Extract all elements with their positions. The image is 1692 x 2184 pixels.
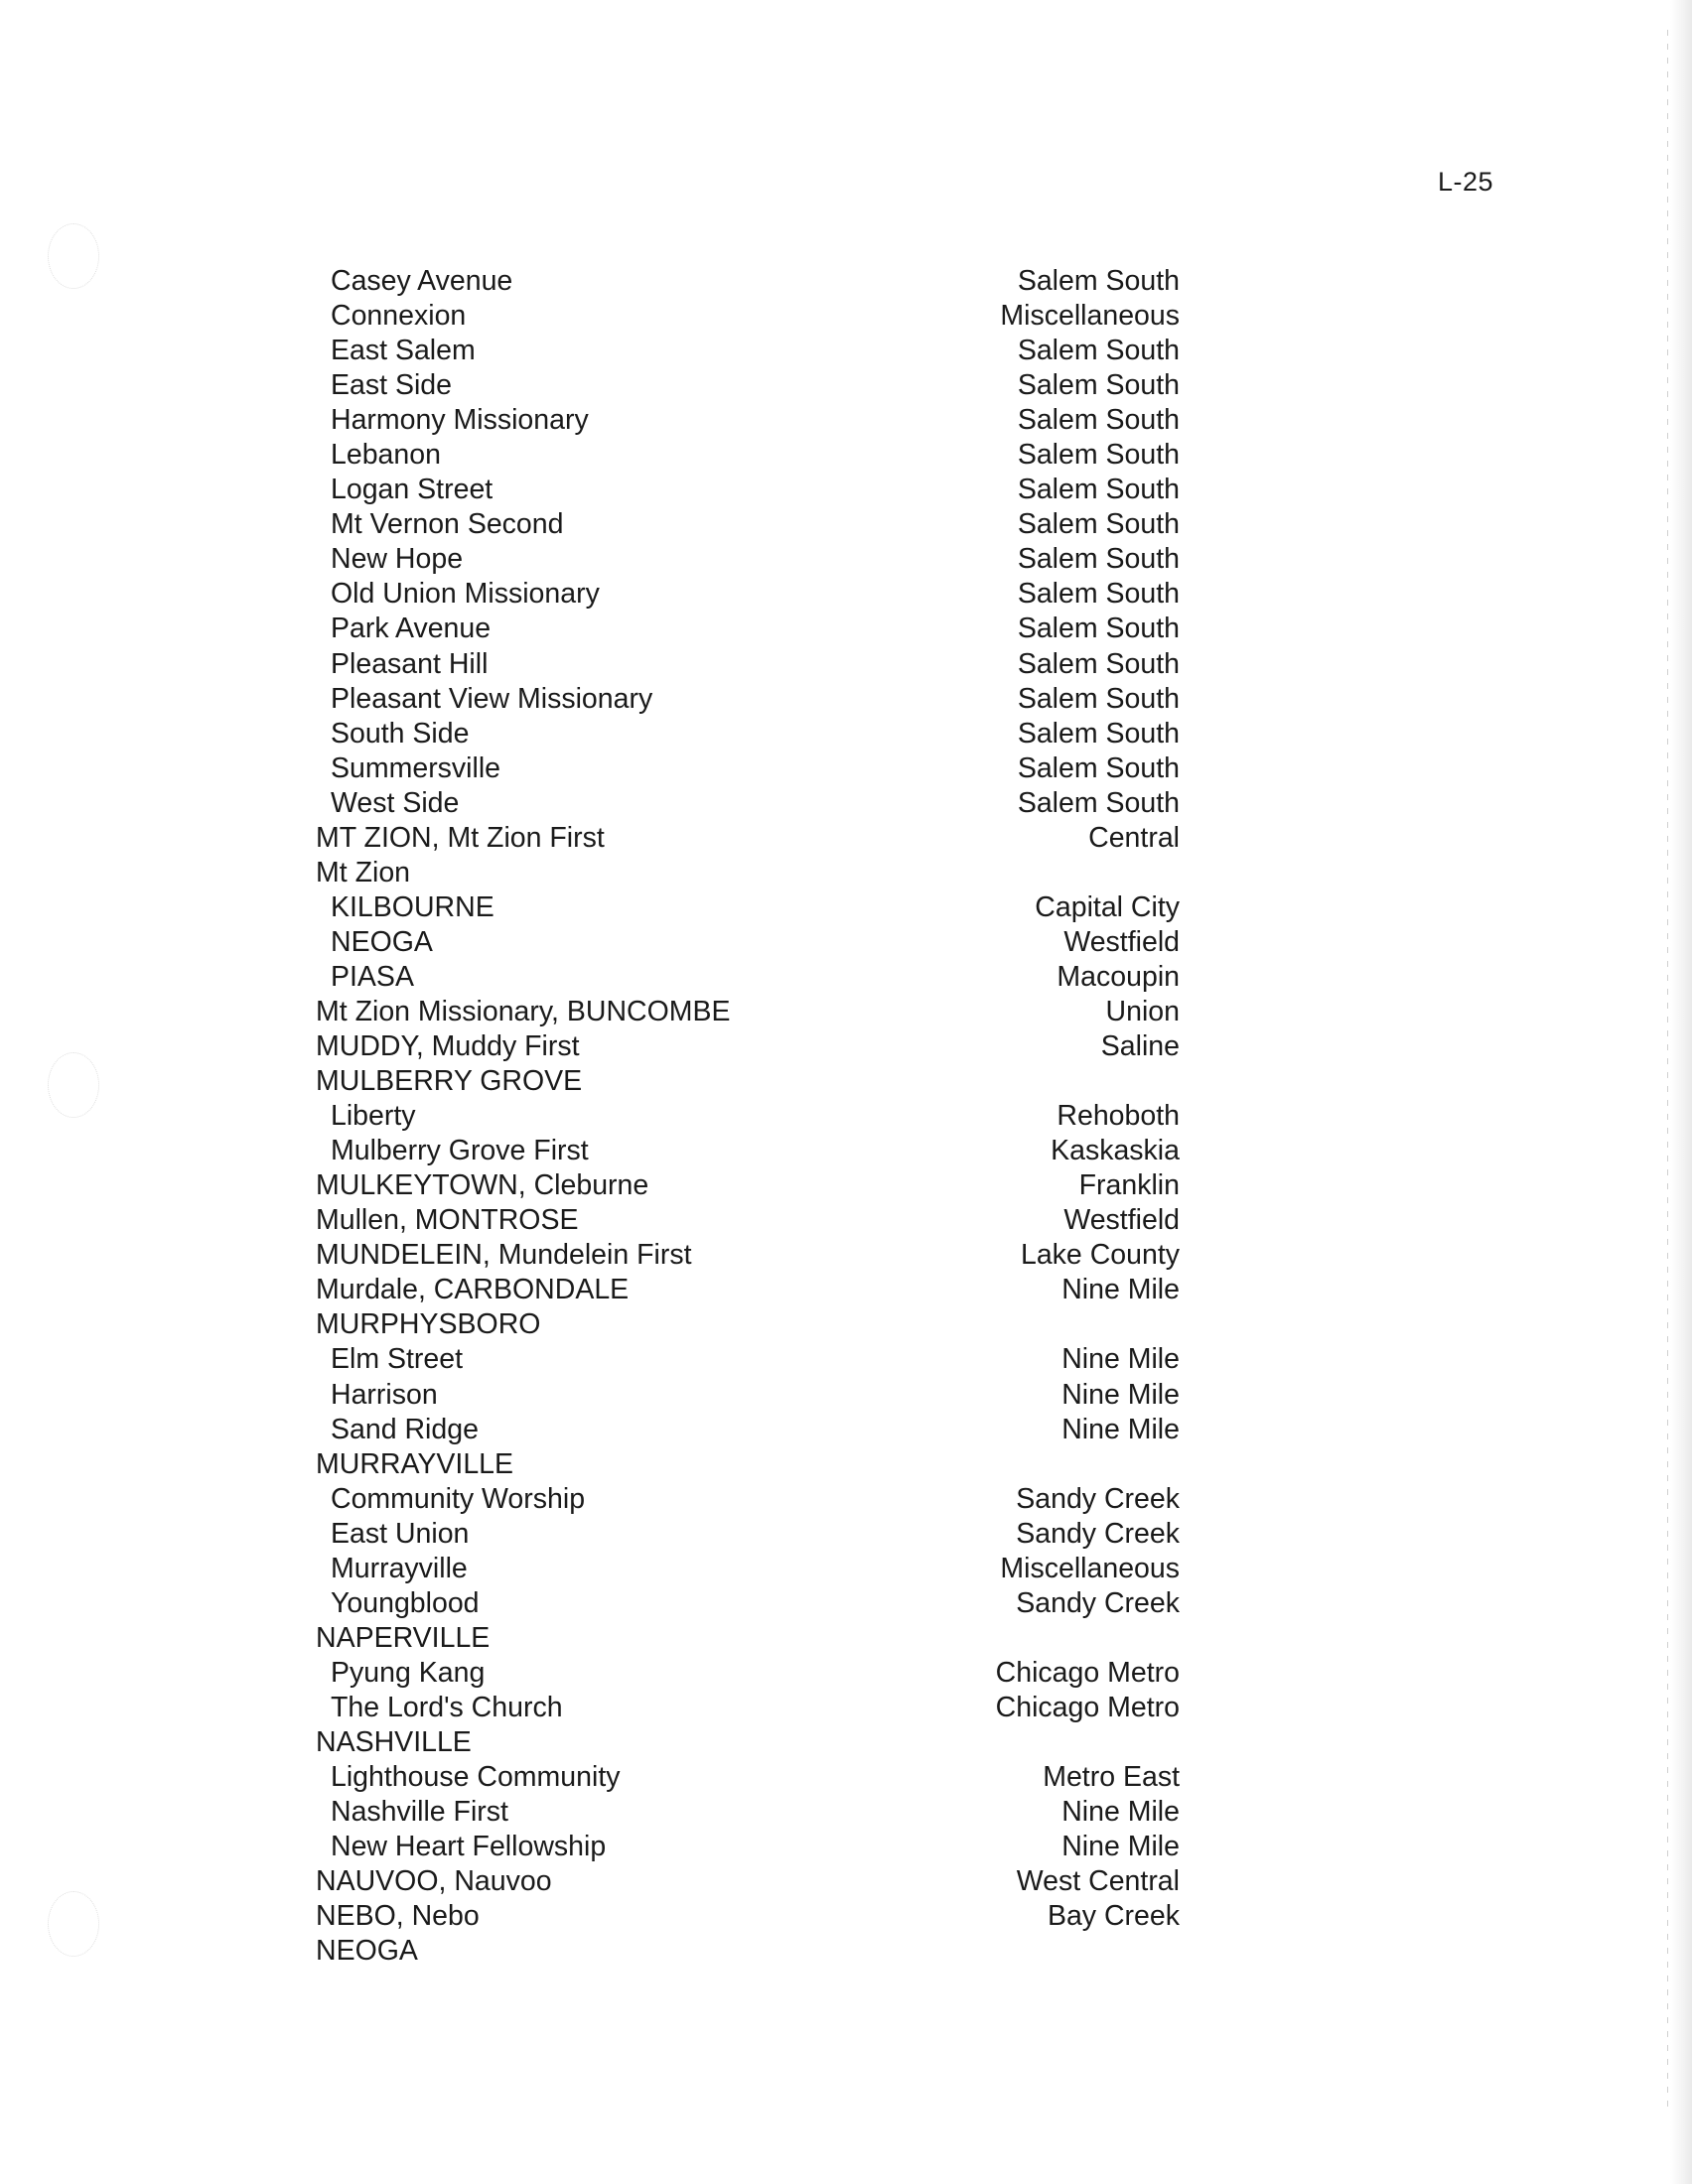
listing-entry-row (316, 1899, 1180, 1934)
church-name: Mt Zion Missionary, BUNCOMBE (316, 995, 731, 1027)
listing-entry-row (316, 856, 1180, 890)
church-name: Casey Avenue (331, 265, 513, 297)
association-name: Saline (1100, 1030, 1180, 1063)
listing-subentry-row (316, 334, 1180, 368)
listing-subentry-row (316, 925, 1180, 960)
association-name: West Central (1016, 1865, 1180, 1898)
church-name: Mullen, MONTROSE (316, 1204, 579, 1237)
church-name: NAUVOO, Nauvoo (316, 1865, 552, 1898)
church-name: NEOGA (331, 925, 433, 958)
listing-subentry-row (316, 1760, 1180, 1795)
church-name: Sand Ridge (331, 1413, 479, 1445)
listing-subentry-row (316, 577, 1180, 612)
association-name: Salem South (1017, 613, 1180, 645)
listing-subentry-row (316, 682, 1180, 717)
punch-hole-mark (48, 1891, 99, 1957)
church-name: West Side (331, 786, 460, 819)
listing-subentry-row (316, 1830, 1180, 1864)
listing-subentry-row (316, 1795, 1180, 1830)
association-name: Salem South (1017, 439, 1180, 472)
listing-subentry-row (316, 1413, 1180, 1447)
association-name: Sandy Creek (1016, 1482, 1180, 1515)
church-name: MT ZION, Mt Zion First (316, 821, 605, 854)
listing-subentry-row (316, 1517, 1180, 1552)
association-name: Salem South (1017, 404, 1180, 437)
church-name: Youngblood (331, 1586, 480, 1619)
church-name: NASHVILLE (316, 1725, 472, 1758)
church-name: Old Union Missionary (331, 578, 600, 611)
church-name: Mulberry Grove First (331, 1135, 589, 1167)
listing-subentry-row (316, 1656, 1180, 1691)
church-name: MULKEYTOWN, Cleburne (316, 1169, 649, 1202)
church-listing (316, 264, 1180, 1969)
listing-subentry-row (316, 960, 1180, 995)
church-name: Lebanon (331, 439, 441, 472)
church-name: East Salem (331, 335, 476, 367)
punch-hole-mark (48, 1052, 99, 1118)
listing-entry-row (316, 1273, 1180, 1307)
listing-entry-row (316, 1934, 1180, 1969)
listing-subentry-row (316, 264, 1180, 299)
association-name: Miscellaneous (1000, 1552, 1180, 1584)
church-name: East Side (331, 369, 452, 402)
association-name: Salem South (1017, 543, 1180, 576)
listing-subentry-row (316, 368, 1180, 403)
listing-entry-row (316, 821, 1180, 856)
association-name: Sandy Creek (1016, 1586, 1180, 1619)
association-name: Salem South (1017, 508, 1180, 541)
association-name: Nine Mile (1061, 1378, 1180, 1411)
association-name: Salem South (1017, 474, 1180, 506)
association-name: Salem South (1017, 717, 1180, 750)
listing-subentry-row (316, 403, 1180, 438)
listing-subentry-row (316, 542, 1180, 577)
listing-subentry-row (316, 717, 1180, 751)
listing-subentry-row (316, 1378, 1180, 1413)
association-name: Nine Mile (1061, 1274, 1180, 1306)
listing-subentry-row (316, 1691, 1180, 1725)
church-name: Harrison (331, 1378, 438, 1411)
listing-subentry-row (316, 647, 1180, 682)
church-name: KILBOURNE (331, 890, 494, 923)
association-name: Metro East (1043, 1761, 1180, 1794)
church-name: NEBO, Nebo (316, 1900, 480, 1933)
listing-entry-row (316, 1307, 1180, 1342)
church-name: New Hope (331, 543, 464, 576)
church-name: Park Avenue (331, 613, 492, 645)
church-name: The Lord's Church (331, 1691, 563, 1723)
listing-subentry-row (316, 1342, 1180, 1377)
punch-hole-mark (48, 223, 99, 289)
church-name: Mt Zion (316, 856, 411, 888)
listing-subentry-row (316, 299, 1180, 334)
scan-edge-shading (1670, 0, 1692, 2184)
church-name: NEOGA (316, 1935, 418, 1968)
church-name: MURRAYVILLE (316, 1447, 514, 1480)
church-name: Pleasant View Missionary (331, 682, 653, 715)
listing-entry-row (316, 995, 1180, 1029)
association-name: Nine Mile (1061, 1343, 1180, 1376)
church-name: Murrayville (331, 1552, 468, 1584)
church-name: MULBERRY GROVE (316, 1065, 583, 1098)
church-name: Liberty (331, 1100, 416, 1133)
listing-subentry-row (316, 1134, 1180, 1168)
association-name: Westfield (1063, 1204, 1180, 1237)
association-name: Westfield (1063, 925, 1180, 958)
listing-subentry-row (316, 1482, 1180, 1517)
association-name: Chicago Metro (995, 1656, 1180, 1689)
church-name: Lighthouse Community (331, 1761, 621, 1794)
association-name: Salem South (1017, 369, 1180, 402)
listing-subentry-row (316, 890, 1180, 925)
association-name: Salem South (1017, 265, 1180, 297)
church-name: Mt Vernon Second (331, 508, 564, 541)
church-name: MUNDELEIN, Mundelein First (316, 1239, 692, 1272)
association-name: Nine Mile (1061, 1831, 1180, 1863)
church-name: MURPHYSBORO (316, 1308, 541, 1341)
association-name: Salem South (1017, 647, 1180, 680)
church-name: New Heart Fellowship (331, 1831, 607, 1863)
association-name: Salem South (1017, 335, 1180, 367)
listing-entry-row (316, 1203, 1180, 1238)
church-name: Murdale, CARBONDALE (316, 1274, 630, 1306)
association-name: Kaskaskia (1051, 1135, 1180, 1167)
listing-entry-row (316, 1621, 1180, 1656)
association-name: Salem South (1017, 786, 1180, 819)
listing-subentry-row (316, 473, 1180, 507)
scan-edge-line (1667, 30, 1668, 2115)
listing-subentry-row (316, 1586, 1180, 1621)
listing-subentry-row (316, 1099, 1180, 1134)
association-name: Macoupin (1057, 960, 1180, 993)
association-name: Salem South (1017, 682, 1180, 715)
listing-entry-row (316, 1029, 1180, 1064)
church-name: Pyung Kang (331, 1656, 486, 1689)
church-name: Summersville (331, 751, 501, 784)
listing-subentry-row (316, 612, 1180, 646)
listing-subentry-row (316, 507, 1180, 542)
listing-subentry-row (316, 1552, 1180, 1586)
listing-entry-row (316, 1064, 1180, 1099)
church-name: Community Worship (331, 1482, 586, 1515)
association-name: Bay Creek (1047, 1900, 1180, 1933)
church-name: Logan Street (331, 474, 494, 506)
listing-entry-row (316, 1238, 1180, 1273)
association-name: Nine Mile (1061, 1413, 1180, 1445)
listing-subentry-row (316, 786, 1180, 821)
church-name: Pleasant Hill (331, 647, 489, 680)
church-name: Connexion (331, 300, 467, 333)
association-name: Miscellaneous (1000, 300, 1180, 333)
listing-entry-row (316, 1725, 1180, 1760)
association-name: Rehoboth (1057, 1100, 1180, 1133)
listing-subentry-row (316, 751, 1180, 786)
listing-subentry-row (316, 438, 1180, 473)
listing-entry-row (316, 1447, 1180, 1482)
association-name: Salem South (1017, 578, 1180, 611)
church-name: NAPERVILLE (316, 1621, 491, 1654)
church-name: Nashville First (331, 1796, 508, 1829)
association-name: Nine Mile (1061, 1796, 1180, 1829)
church-name: East Union (331, 1517, 470, 1550)
association-name: Chicago Metro (995, 1691, 1180, 1723)
association-name: Salem South (1017, 751, 1180, 784)
church-name: MUDDY, Muddy First (316, 1030, 580, 1063)
church-name: PIASA (331, 960, 414, 993)
church-name: South Side (331, 717, 470, 750)
association-name: Union (1105, 995, 1180, 1027)
listing-entry-row (316, 1168, 1180, 1203)
listing-entry-row (316, 1864, 1180, 1899)
association-name: Central (1088, 821, 1180, 854)
church-name: Harmony Missionary (331, 404, 589, 437)
association-name: Capital City (1035, 890, 1180, 923)
association-name: Lake County (1020, 1239, 1180, 1272)
association-name: Franklin (1078, 1169, 1180, 1202)
church-name: Elm Street (331, 1343, 464, 1376)
page-number: L-25 (1438, 167, 1494, 197)
association-name: Sandy Creek (1016, 1517, 1180, 1550)
